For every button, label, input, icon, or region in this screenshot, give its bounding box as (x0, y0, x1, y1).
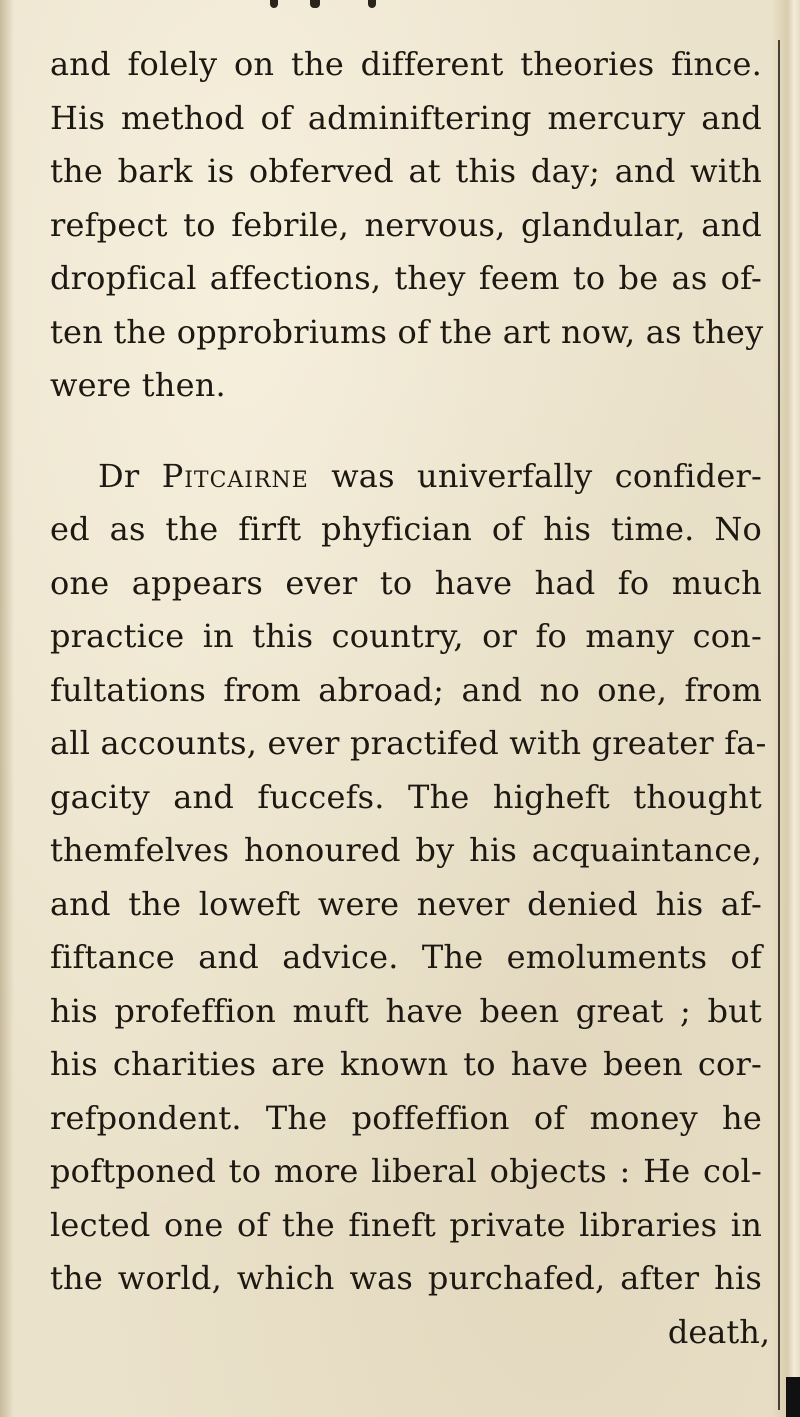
text-line: poftponed to more liberal objects : He col- (50, 1152, 762, 1190)
text-line: ten the opprobriums of the art now, as they (50, 312, 764, 351)
text-line: gacity and fuccefs. The higheft thought (50, 777, 762, 816)
text-line: fultations from abroad; and no one, from (50, 670, 762, 709)
text-line: His method of adminiftering mercury and (50, 98, 762, 137)
text-line: were then. (50, 366, 226, 404)
corner-ink-mark (786, 1377, 800, 1417)
text-line: his charities are known to have been cor- (50, 1045, 762, 1083)
page-text (50, 38, 770, 1359)
text-line: and the loweft were never denied his af- (50, 884, 762, 923)
text-line: his profeffion muft have been great ; but (50, 991, 762, 1030)
paragraph-gap (50, 413, 770, 450)
text-line: one appears ever to have had fo much (50, 563, 762, 602)
text-line: refpondent. The poffeffion of money he (50, 1098, 762, 1137)
page-border-line (778, 40, 780, 1410)
text-line: lected one of the fineft private libraries in (50, 1205, 762, 1244)
text-line: the world, which was purchafed, after his (50, 1259, 762, 1297)
cropped-previous-line-fragment (270, 0, 450, 12)
text-line: practice in this country, or fo many con- (50, 617, 762, 655)
page-edge (772, 0, 800, 1417)
page-gutter-shadow (0, 0, 14, 1417)
text-line: refpect to febrile, nervous, glandular, and (50, 205, 762, 244)
person-name: Pitcairne (161, 456, 309, 495)
text-line: the bark is obferved at this day; and with (50, 152, 762, 190)
text-line: all accounts, ever practifed with greater fa- (50, 724, 767, 762)
text-line: themfelves honoured by his acquaintance, (50, 831, 762, 869)
title-prefix: Dr (98, 456, 162, 495)
text-line: fiftance and advice. The emoluments of (50, 938, 762, 976)
catchword: death, (667, 1312, 770, 1351)
text-line: and folely on the different theories fince. (50, 45, 762, 83)
text-line: ed as the firft phyfician of his time. No (50, 510, 762, 548)
opening-line-rest: was univerfally confider- (308, 456, 762, 495)
paragraph-opening-line (50, 450, 762, 504)
text-line: dropfical affections, they feem to be as of- (50, 259, 762, 297)
